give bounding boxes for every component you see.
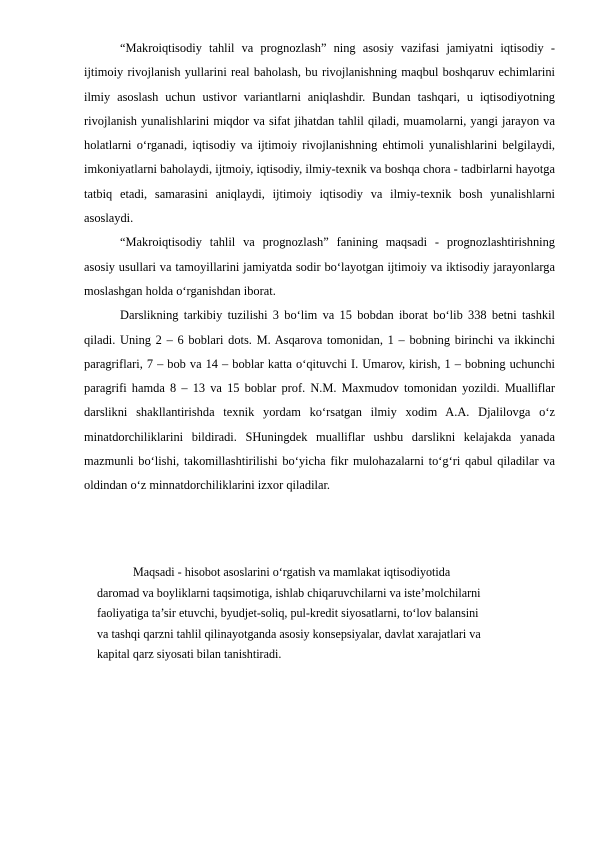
paragraph-structure: Darslikning tarkibiy tuzilishi 3 bo‘lim va 15 bobdan iborat bo‘lib 338 betni tashkil qiladi. Uning 2 – 6 boblari dots. M. Asqarova tomonidan, 1 – bobning birinchi va ikkinchi paragriflari, 7 – bob va 14 – boblar katta o‘qituvchi I. Umarov, kirish, 1 – bobning uchunchi paragrifi hamda 8 – 13 va 15 boblar prof. N.M. Maxmudov tomonidan yozildi. Mualliflar darslikni shakllantirishda texnik yordam ko‘rsatgan ilmiy xodim A.A. Djalilovga o‘z minatdorchiliklarini bildiradi. SHuningdek mualliflar ushbu darslikni kelajakda yanada mazmunli bo‘lishi, takomillashtirilishi bo‘yicha fikr mulohazalarni to‘g‘ri qabul qiladilar va oldindan o‘z minnatdorchiliklarini izxor qiladilar.	[84, 308, 555, 493]
final-line-2: daromad va boyliklarni taqsimotiga, ishlab chiqaruvchilarni va iste’molchilarni	[97, 585, 481, 600]
final-line-3: faoliyatiga ta’sir etuvchi, byudjet-soliq, pul-kredit siyosatlarni, to‘lov balansini	[97, 606, 479, 621]
final-line-4: va tashqi qarzni tahlil qilinayotganda asosiy konsepsiyalar, davlat xarajatlari va	[97, 626, 481, 641]
paragraph-task: “Makroiqtisodiy tahlil va prognozlash” ning asosiy vazifasi jamiyatni iqtisodiy - ijtimoiy rivojlanish yullarini real baholash, bu rivojlanishning maqbul boshqaruv echimlarini ilmiy asoslash uchun ustivor variantlarni aniqlashdir. Bundan tashqari, u iqtisodiyotning rivojlanish yunalishlarini miqdor va sifat jihatdan tahlil qiladi, muamolarni, yangi jarayon va holatlarni o‘rganadi, iqtisodiy va ijtimoiy rivojlanishning ehtimoli yunalishlarini belgilaydi, imkoniyatlarni baholaydi, ijtmoiy, iqtisodiy, ilmiy-texnik va boshqa chora - tadbirlarni hayotga tatbiq etadi, samarasini aniqlaydi, ijtimoiy iqtisodiy va ilmiy-texnik bosh yunalishlarni asoslaydi.	[84, 41, 555, 226]
final-paragraph	[97, 562, 543, 665]
final-line-1: Maqsadi - hisobot asoslarini o‘rgatish va mamlakat iqtisodiyotida	[133, 565, 451, 579]
final-line-5: kapital qarz siyosati bilan tanishtiradi.	[97, 647, 282, 662]
paragraph-goal: “Makroiqtisodiy tahlil va prognozlash” fanining maqsadi - prognozlashtirishning asosiy usullari va tamoyillarini jamiyatda sodir bo‘layotgan ijtimoiy va iktisodiy jarayonlarga moslashgan holda o‘rganishdan iborat.	[84, 235, 555, 298]
document-body	[84, 36, 555, 498]
